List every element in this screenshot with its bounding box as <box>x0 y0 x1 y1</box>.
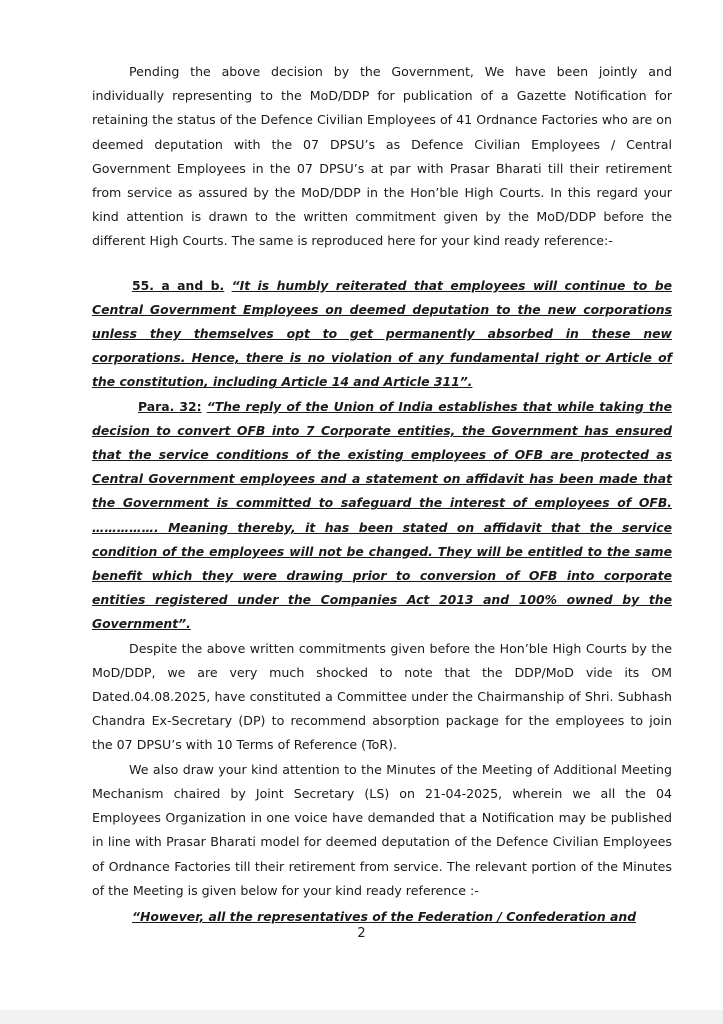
page-number: 2 <box>357 926 366 941</box>
bottom-strip <box>0 1010 723 1024</box>
document-body <box>92 60 672 929</box>
quote-text-55: “It is humbly reiterated that employees will continue to be Central Government Employees on deemed deputation to the new corporations unless they themselves opt to get permanently absorbed in these new corporations. Hence, there is no violation of any fundamental right or Article of the constitution, including Article 14 and Article 311”. <box>92 277 672 390</box>
paragraph-minutes: We also draw your kind attention to the Minutes of the Meeting of Additional Meeting Mechanism chaired by Joint Secretary (LS) on 21-04-2025, wherein we all the 04 Employees Organization in one voice have demanded that a Notification may be published in line with Prasar Bharati model for deemed deputation of the Defence Civilian Employees of Ordnance Factories till their retirement from service. The relevant portion of the Minutes of the Meeting is given below for your kind ready reference :- <box>92 761 672 898</box>
quote-text-minutes: “However, all the representatives of the Federation / Confederation and <box>132 908 637 924</box>
paragraph-representation: Pending the above decision by the Government, We have been jointly and individually representing to the MoD/DDP for publication of a Gazette Notification for retaining the status of the Defence Civilian Employees of 41 Ordnance Factories who are on deemed deputation with the 07 DPSU’s as Defence Civilian Employees / Central Government Employees in the 07 DPSU’s at par with Prasar Bharati till their retirement from service as assured by the MoD/DDP in the Hon’ble High Courts. In this regard your kind attention is drawn to the written commitment given by the MoD/DDP before the different High Courts. The same is reproduced here for your kind ready reference:- <box>92 64 672 249</box>
spacer <box>92 254 672 274</box>
quote-para-32 <box>92 395 672 637</box>
quote-lead-32: Para. 32: <box>138 398 202 414</box>
quote-affidavit-55 <box>92 274 672 395</box>
quote-lead-55: 55. a and b. <box>132 277 225 293</box>
quote-text-32: “The reply of the Union of India establishes that while taking the decision to convert OFB into 7 Corporate entities, the Government has ensured that the service conditions of the existing employees of OFB are protected as Central Government employees and a statement on affidavit has been made that the Government is committed to safeguard the interest of employees of OFB. ……………. Meaning thereby, it has been stated on affidavit that the service condition of the employees will not be changed. They will be entitled to the same benefit which they were drawing prior to conversion of OFB into corporate entities registered under the Companies Act 2013 and 100% owned by the Government”. <box>92 398 672 632</box>
paragraph-committee: Despite the above written commitments given before the Hon’ble High Courts by the MoD/DDP, we are very much shocked to note that the DDP/MoD vide its OM Dated.04.08.2025, have constituted a Committee under the Chairmanship of Shri. Subhash Chandra Ex-Secretary (DP) to recommend absorption package for the employees to join the 07 DPSU’s with 10 Terms of Reference (ToR). <box>92 640 672 753</box>
